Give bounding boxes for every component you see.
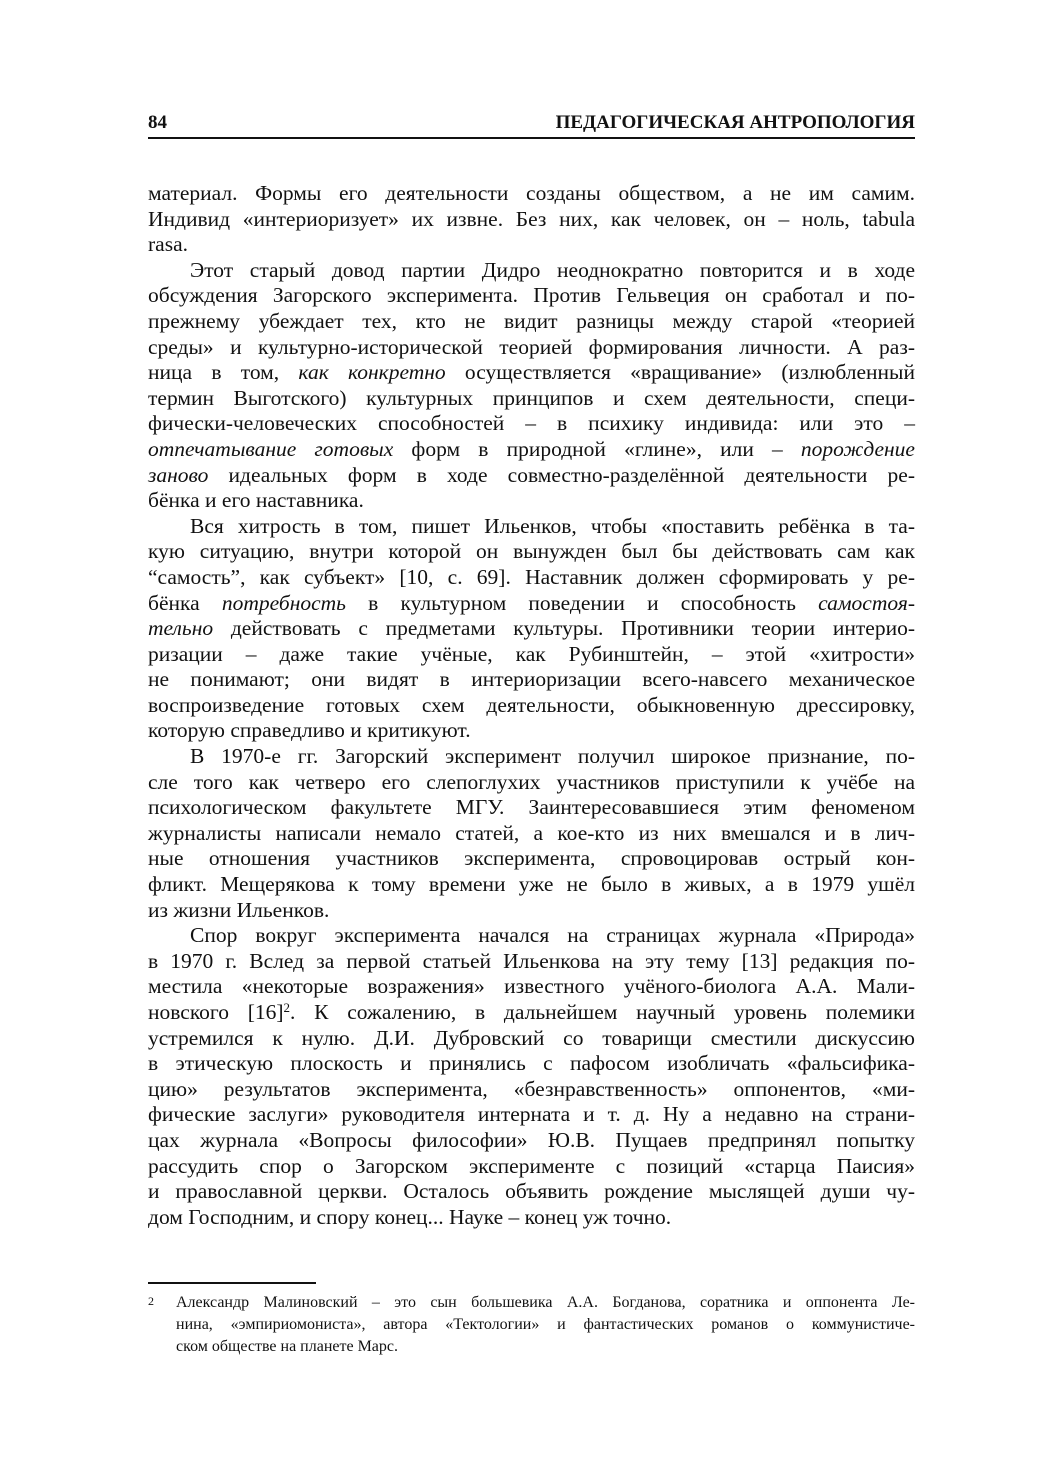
- text-segment: обсуждения Загорского эксперимента. Против Гельвеция он сработал и по-: [148, 283, 915, 308]
- text-segment: . К сожалению, в дальнейшем научный уровень полемики: [290, 1000, 916, 1024]
- text-segment: местила «некоторые возражения» известного учёного-биолога А.А. Мали-: [148, 974, 915, 999]
- running-title: ПЕДАГОГИЧЕСКАЯ АНТРОПОЛОГИЯ: [555, 112, 915, 133]
- text-segment: бёнка: [148, 590, 222, 615]
- footnote-line: [176, 1336, 915, 1358]
- text-segment: термин Выготского) культурных принципов и схем деятельности, специ-: [148, 385, 915, 410]
- text-segment: бёнка и его наставника.: [148, 488, 364, 513]
- running-header: [148, 110, 915, 136]
- text-segment: В 1970-е гг. Загорский эксперимент получил широкое признание, по-: [190, 744, 915, 769]
- text-segment: цах журнала «Вопросы философии» Ю.В. Пущаев предпринял попытку: [148, 1127, 915, 1152]
- text-segment: форм в природной «глине», или –: [393, 436, 801, 461]
- text-line: [148, 386, 915, 412]
- text-segment: в культурном поведении и способность: [345, 590, 819, 615]
- text-line: [148, 335, 915, 361]
- text-segment: в 1970 г. Вслед за первой статьей Ильенкова на эту тему [13] редакция по-: [148, 948, 915, 973]
- text-line: [148, 437, 915, 463]
- paragraph: [148, 514, 915, 744]
- text-line: [148, 1205, 915, 1231]
- text-segment: фликт. Мещерякова к тому времени уже не было в живых, а в 1979 ушёл: [148, 872, 915, 897]
- text-segment: rasa.: [148, 232, 188, 257]
- footnote-line: [176, 1292, 915, 1314]
- footnote-text: [176, 1292, 915, 1358]
- text-segment: журналисты написали немало статей, а кое-кто из них вмешался и в лич-: [148, 820, 915, 845]
- text-segment: действовать с предметами культуры. Противники теории интерио-: [213, 616, 915, 641]
- footnote-line-text: Александр Малиновский – это сын большевика А.А. Богданова, соратника и оппонента Ле-: [176, 1294, 915, 1311]
- footnote-line-text: нина, «эмпириомониста», автора «Тектологии» и фантастических романов о коммунистиче-: [176, 1316, 915, 1333]
- text-segment: Индивид «интериоризует» их извне. Без них, как человек, он – ноль, tabula: [148, 206, 915, 231]
- text-line: [148, 258, 915, 284]
- text-line: [148, 616, 915, 642]
- main-text: [148, 181, 915, 1230]
- text-segment: прежнему убеждает тех, кто не видит разницы между старой «теорией: [148, 308, 915, 333]
- italic-text: самостоя-: [818, 590, 915, 615]
- text-segment: среды» и культурно-исторической теорией формирования личности. А раз-: [148, 334, 915, 359]
- footnote-line: [176, 1314, 915, 1336]
- text-line: [148, 539, 915, 565]
- paragraph: [148, 923, 915, 1230]
- text-line: [148, 770, 915, 796]
- text-segment: и православной церкви. Осталось объявить рождение мыслящей души чу-: [148, 1179, 915, 1204]
- footnote-ref: 2: [283, 1000, 291, 1015]
- text-segment: которую справедливо и критикуют.: [148, 718, 471, 743]
- italic-text: заново: [148, 462, 209, 487]
- text-line: [148, 744, 915, 770]
- text-segment: кую ситуацию, внутри которой он вынужден был бы действовать сам как: [148, 539, 915, 564]
- text-segment: фические заслуги» руководителя интерната и т. д. Ну а недавно на страни-: [148, 1102, 915, 1127]
- text-line: [148, 1102, 915, 1128]
- italic-text: как конкретно: [298, 360, 446, 385]
- italic-text: отпечатывание готовых: [148, 436, 394, 461]
- text-segment: психологическом факультете МГУ. Заинтересовавшиеся этим феноменом: [148, 795, 915, 820]
- text-line: [148, 872, 915, 898]
- text-line: [148, 1000, 915, 1026]
- text-segment: рассудить спор о Загорском эксперименте с позиций «старца Паисия»: [148, 1153, 915, 1178]
- text-line: [148, 898, 915, 924]
- text-segment: “самость”, как субъект» [10, с. 69]. Наставник должен сформировать у ре-: [148, 564, 915, 589]
- text-segment: идеальных форм в ходе совместно-разделённой деятельности ре-: [208, 462, 915, 487]
- page-number: 84: [148, 112, 167, 133]
- text-segment: материал. Формы его деятельности созданы обществом, а не им самим.: [148, 181, 915, 205]
- text-segment: цию» результатов эксперимента, «безнравственность» оппонентов, «ми-: [148, 1076, 915, 1101]
- text-line: [148, 181, 915, 207]
- text-line: [148, 642, 915, 668]
- paragraph: [148, 258, 915, 514]
- text-line: [148, 207, 915, 233]
- paragraph: [148, 181, 915, 258]
- text-line: [148, 514, 915, 540]
- text-line: [148, 974, 915, 1000]
- text-line: [148, 693, 915, 719]
- text-line: [148, 283, 915, 309]
- text-line: [148, 488, 915, 514]
- text-line: [148, 463, 915, 489]
- header-rule: [148, 137, 915, 139]
- text-line: [148, 795, 915, 821]
- footnote-line-text: ском обществе на планете Марс.: [176, 1338, 398, 1355]
- text-line: [148, 232, 915, 258]
- text-line: [148, 1026, 915, 1052]
- text-segment: Вся хитрость в том, пишет Ильенков, чтобы «поставить ребёнка в та-: [190, 513, 915, 538]
- text-line: [148, 411, 915, 437]
- text-line: [148, 1154, 915, 1180]
- text-line: [148, 821, 915, 847]
- text-segment: устремился к нулю. Д.И. Дубровский со товарищи сместили дискуссию: [148, 1025, 915, 1050]
- text-line: [148, 565, 915, 591]
- text-line: [148, 718, 915, 744]
- text-segment: ница в том,: [148, 360, 299, 385]
- text-line: [148, 591, 915, 617]
- text-line: [148, 1051, 915, 1077]
- text-segment: новского [16]: [148, 1000, 284, 1024]
- text-segment: в этическую плоскость и принялись с пафосом изобличать «фальсифика-: [148, 1051, 915, 1076]
- text-segment: сле того как четверо его слепоглухих участников приступили к учёбе на: [148, 769, 915, 794]
- text-line: [148, 1077, 915, 1103]
- text-line: [148, 1128, 915, 1154]
- text-line: [148, 667, 915, 693]
- footnote-rule: [148, 1282, 316, 1284]
- text-line: [148, 360, 915, 386]
- text-segment: ные отношения участников эксперимента, спровоцировав острый кон-: [148, 846, 915, 871]
- text-line: [148, 923, 915, 949]
- text-segment: фически-человеческих способностей – в психику индивида: или это –: [148, 411, 915, 436]
- paragraph: [148, 744, 915, 923]
- text-segment: осуществляется «вращивание» (излюбленный: [445, 360, 915, 385]
- text-segment: Спор вокруг эксперимента начался на страницах журнала «Природа»: [190, 923, 915, 948]
- footnote: [148, 1292, 915, 1358]
- text-segment: ризации – даже такие учёные, как Рубинштейн, – этой «хитрости»: [148, 641, 915, 666]
- text-segment: из жизни Ильенков.: [148, 897, 330, 922]
- text-line: [148, 1179, 915, 1205]
- italic-text: тельно: [148, 616, 214, 641]
- text-line: [148, 846, 915, 872]
- text-line: [148, 949, 915, 975]
- italic-text: потребность: [221, 590, 346, 615]
- text-segment: дом Господним, и спору конец... Науке – конец уж точно.: [148, 1204, 672, 1229]
- italic-text: порождение: [800, 436, 915, 461]
- text-segment: не понимают; они видят в интериоризации всего-навсего механическое: [148, 667, 915, 692]
- text-segment: Этот старый довод партии Дидро неоднократно повторится и в ходе: [190, 257, 915, 282]
- text-line: [148, 309, 915, 335]
- footnote-number: 2: [148, 1294, 154, 1308]
- text-segment: воспроизведение готовых схем деятельности, обыкновенную дрессировку,: [148, 692, 915, 717]
